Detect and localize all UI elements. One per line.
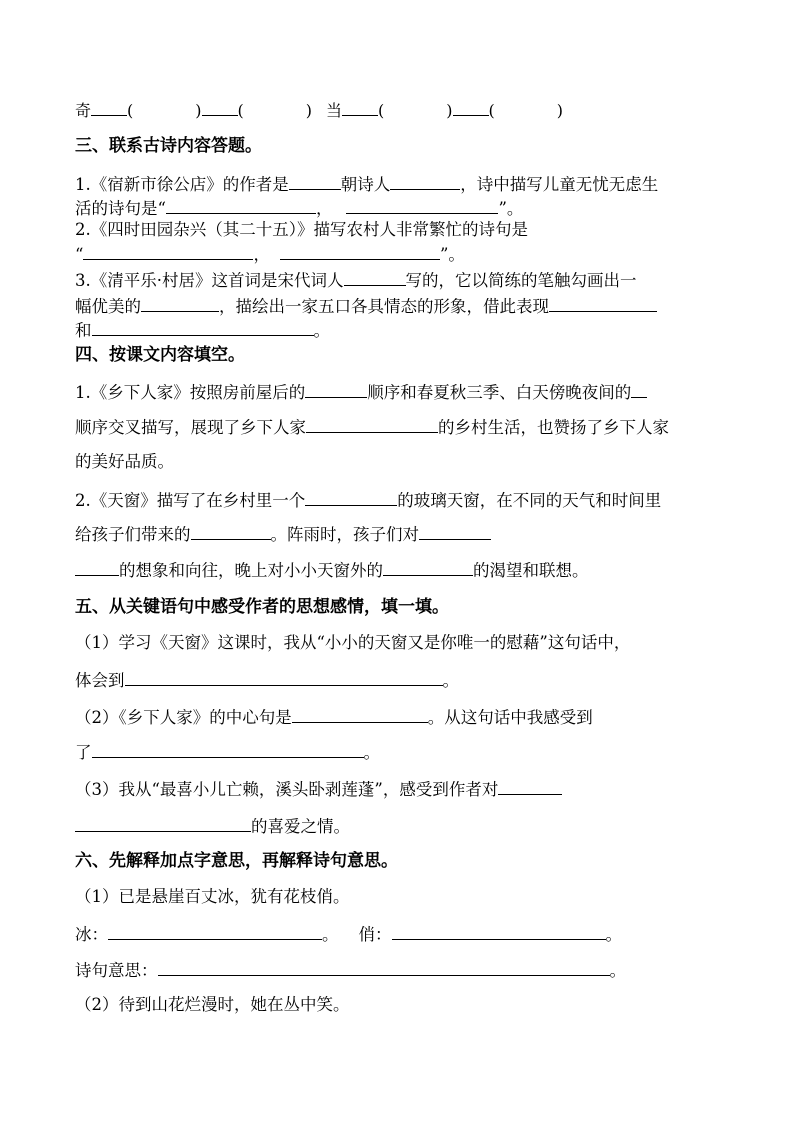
paren-close: )	[195, 101, 202, 120]
s5-q2-text: 了	[75, 743, 92, 762]
s3-q2-text: “	[75, 245, 84, 264]
s5-q2-text: （2）《乡下人家》的中心句是	[75, 708, 292, 727]
s4-q2-text: 的渴望和联想。	[473, 561, 589, 580]
s3-q2-text: ”。	[439, 245, 465, 264]
s4-q2-text: 的玻璃天窗，在不同的天气和时间里	[397, 491, 662, 510]
s5-q3-line1	[75, 777, 562, 801]
s5-q1-line1: （1）学习《天窗》这课时，我从“小小的天窗又是你唯一的慰藉”这句话中，	[75, 633, 631, 652]
blank-feeling-2[interactable]	[92, 740, 364, 758]
blank-dang-2[interactable]	[453, 98, 489, 116]
section-6-heading: 六、先解释加点字意思，再解释诗句意思。	[75, 851, 398, 871]
blank-bing[interactable]	[108, 922, 322, 940]
s3-q3-text: ，描绘出一家五口各具情态的形象，借此表现	[219, 297, 549, 316]
s3-q1-text: 1.《宿新市徐公店》的作者是	[75, 175, 289, 194]
blank-love-1[interactable]	[498, 777, 562, 795]
blank-rain-2[interactable]	[75, 558, 119, 576]
section-5-heading: 五、从关键语句中感受作者的思想感情，填一填。	[75, 597, 449, 617]
blank-meaning[interactable]	[158, 958, 610, 976]
s4-q2-text: 的想象和向往，晚上对小小天窗外的	[119, 561, 383, 580]
blank-express-1[interactable]	[549, 294, 657, 312]
paren-close: )	[446, 101, 453, 120]
s4-q2-text: 2.《天窗》描写了在乡村里一个	[75, 491, 306, 510]
blank-dang-1[interactable]	[342, 98, 378, 116]
blank-qiao[interactable]	[392, 922, 606, 940]
paren-open: (	[237, 101, 244, 120]
s5-q2-line1	[75, 705, 593, 729]
s4-q1-text: 顺序和春夏秋三季、白天傍晚夜间的	[367, 383, 632, 402]
blank-rain-1[interactable]	[419, 522, 491, 540]
blank-night[interactable]	[383, 558, 473, 576]
s3-q1-line1	[75, 172, 658, 196]
s3-q1-text: 活的诗句是“	[75, 199, 166, 218]
blank-order-1[interactable]	[305, 380, 367, 398]
blank-dynasty[interactable]	[289, 172, 341, 190]
s3-q1-text: 朝诗人	[340, 175, 391, 194]
blank-scene[interactable]	[141, 294, 219, 312]
s3-q3-text: 。	[313, 321, 330, 340]
s4-q1-text: 1.《乡下人家》按照房前屋后的	[75, 383, 306, 402]
blank-verse-3[interactable]	[83, 242, 253, 260]
s6-q1-poem: （1）已是悬崖百丈冰，犹有花枝俏。	[75, 887, 350, 906]
s5-q1-text: 体会到	[75, 671, 125, 690]
blank-feeling-1[interactable]	[125, 668, 443, 686]
s3-q3-text: 幅优美的	[75, 297, 141, 316]
paren-close: )	[305, 101, 313, 120]
blank-window-type[interactable]	[305, 488, 397, 506]
char-qi: 奇	[75, 101, 92, 120]
blank-central-sentence[interactable]	[292, 705, 428, 723]
s5-q2-text: 。	[363, 743, 380, 762]
qi-dang-row	[75, 98, 563, 122]
label-meaning: 诗句意思：	[75, 961, 158, 980]
s3-q3-line1	[75, 268, 637, 292]
blank-express-2[interactable]	[92, 318, 314, 336]
blank-ci-poet[interactable]	[344, 268, 406, 286]
s6-q1-words	[75, 922, 622, 946]
blank-brings[interactable]	[191, 522, 271, 540]
period: 。	[609, 961, 626, 980]
s6-q1-meaning	[75, 958, 626, 982]
s5-q1-line2	[75, 668, 459, 692]
blank-qi-1[interactable]	[91, 98, 127, 116]
s5-q2-line2	[75, 740, 380, 764]
period: 。	[605, 925, 622, 944]
s4-q2-text: 。阵雨时，孩子们对	[270, 525, 419, 544]
blank-verse-2[interactable]	[346, 196, 498, 214]
s4-q2-text: 给孩子们带来的	[75, 525, 191, 544]
period: 。	[322, 925, 339, 944]
s5-q3-line2	[75, 814, 350, 838]
blank-village-life[interactable]	[306, 415, 438, 433]
s5-q1-text: 。	[442, 671, 459, 690]
blank-verse-4[interactable]	[280, 242, 440, 260]
s3-q3-line3	[75, 318, 330, 342]
s3-q2-line2	[75, 242, 465, 266]
s4-q2-line2	[75, 522, 491, 546]
section-4-heading: 四、按课文内容填空。	[75, 345, 245, 365]
s3-q1-line2	[75, 196, 523, 220]
s5-q2-text: 。从这句话中我感受到	[427, 708, 593, 727]
s3-q3-text: 3.《清平乐·村居》这首词是宋代词人	[75, 271, 344, 290]
blank-order-2[interactable]	[631, 380, 647, 398]
blank-qi-2[interactable]	[202, 98, 238, 116]
s5-q3-text: 的喜爱之情。	[251, 817, 350, 836]
blank-verse-1[interactable]	[166, 196, 316, 214]
s4-q2-line3	[75, 558, 589, 582]
s4-q2-line1	[75, 488, 661, 512]
paren-open: (	[127, 101, 134, 120]
paren-close: )	[556, 101, 564, 120]
blank-poet[interactable]	[390, 172, 460, 190]
s3-q1-text: ，诗中描写儿童无忧无虑生	[460, 175, 659, 194]
s3-q1-text: ，	[315, 199, 333, 218]
s6-q2-poem: （2）待到山花烂漫时，她在丛中笑。	[75, 995, 350, 1014]
label-bing: 冰：	[75, 925, 108, 944]
s4-q1-line2	[75, 415, 669, 439]
paren-open: (	[488, 101, 495, 120]
char-dang: 当	[326, 101, 343, 120]
paren-open: (	[378, 101, 385, 120]
s5-q3-text: （3）我从“最喜小儿亡赖，溪头卧剥莲蓬”，感受到作者对	[75, 780, 499, 799]
label-qiao: 俏：	[358, 925, 392, 944]
s3-q1-text: ”。	[498, 199, 524, 218]
s3-q3-line2	[75, 294, 657, 318]
s3-q3-text: 和	[75, 321, 92, 340]
s3-q3-text: 写的，它以简练的笔触勾画出一	[405, 271, 637, 290]
blank-love-2[interactable]	[75, 814, 251, 832]
s4-q1-text: 的乡村生活，也赞扬了乡下人家	[438, 418, 669, 437]
s3-q2-line1: 2.《四时田园杂兴（其二十五）》描写农村人非常繁忙的诗句是	[75, 220, 528, 239]
s4-q1-line3: 的美好品质。	[75, 452, 174, 471]
s3-q2-text: ，	[253, 245, 270, 264]
s4-q1-line1	[75, 380, 647, 404]
s4-q1-text: 顺序交叉描写，展现了乡下人家	[75, 418, 306, 437]
section-3-heading: 三、联系古诗内容答题。	[75, 136, 262, 156]
